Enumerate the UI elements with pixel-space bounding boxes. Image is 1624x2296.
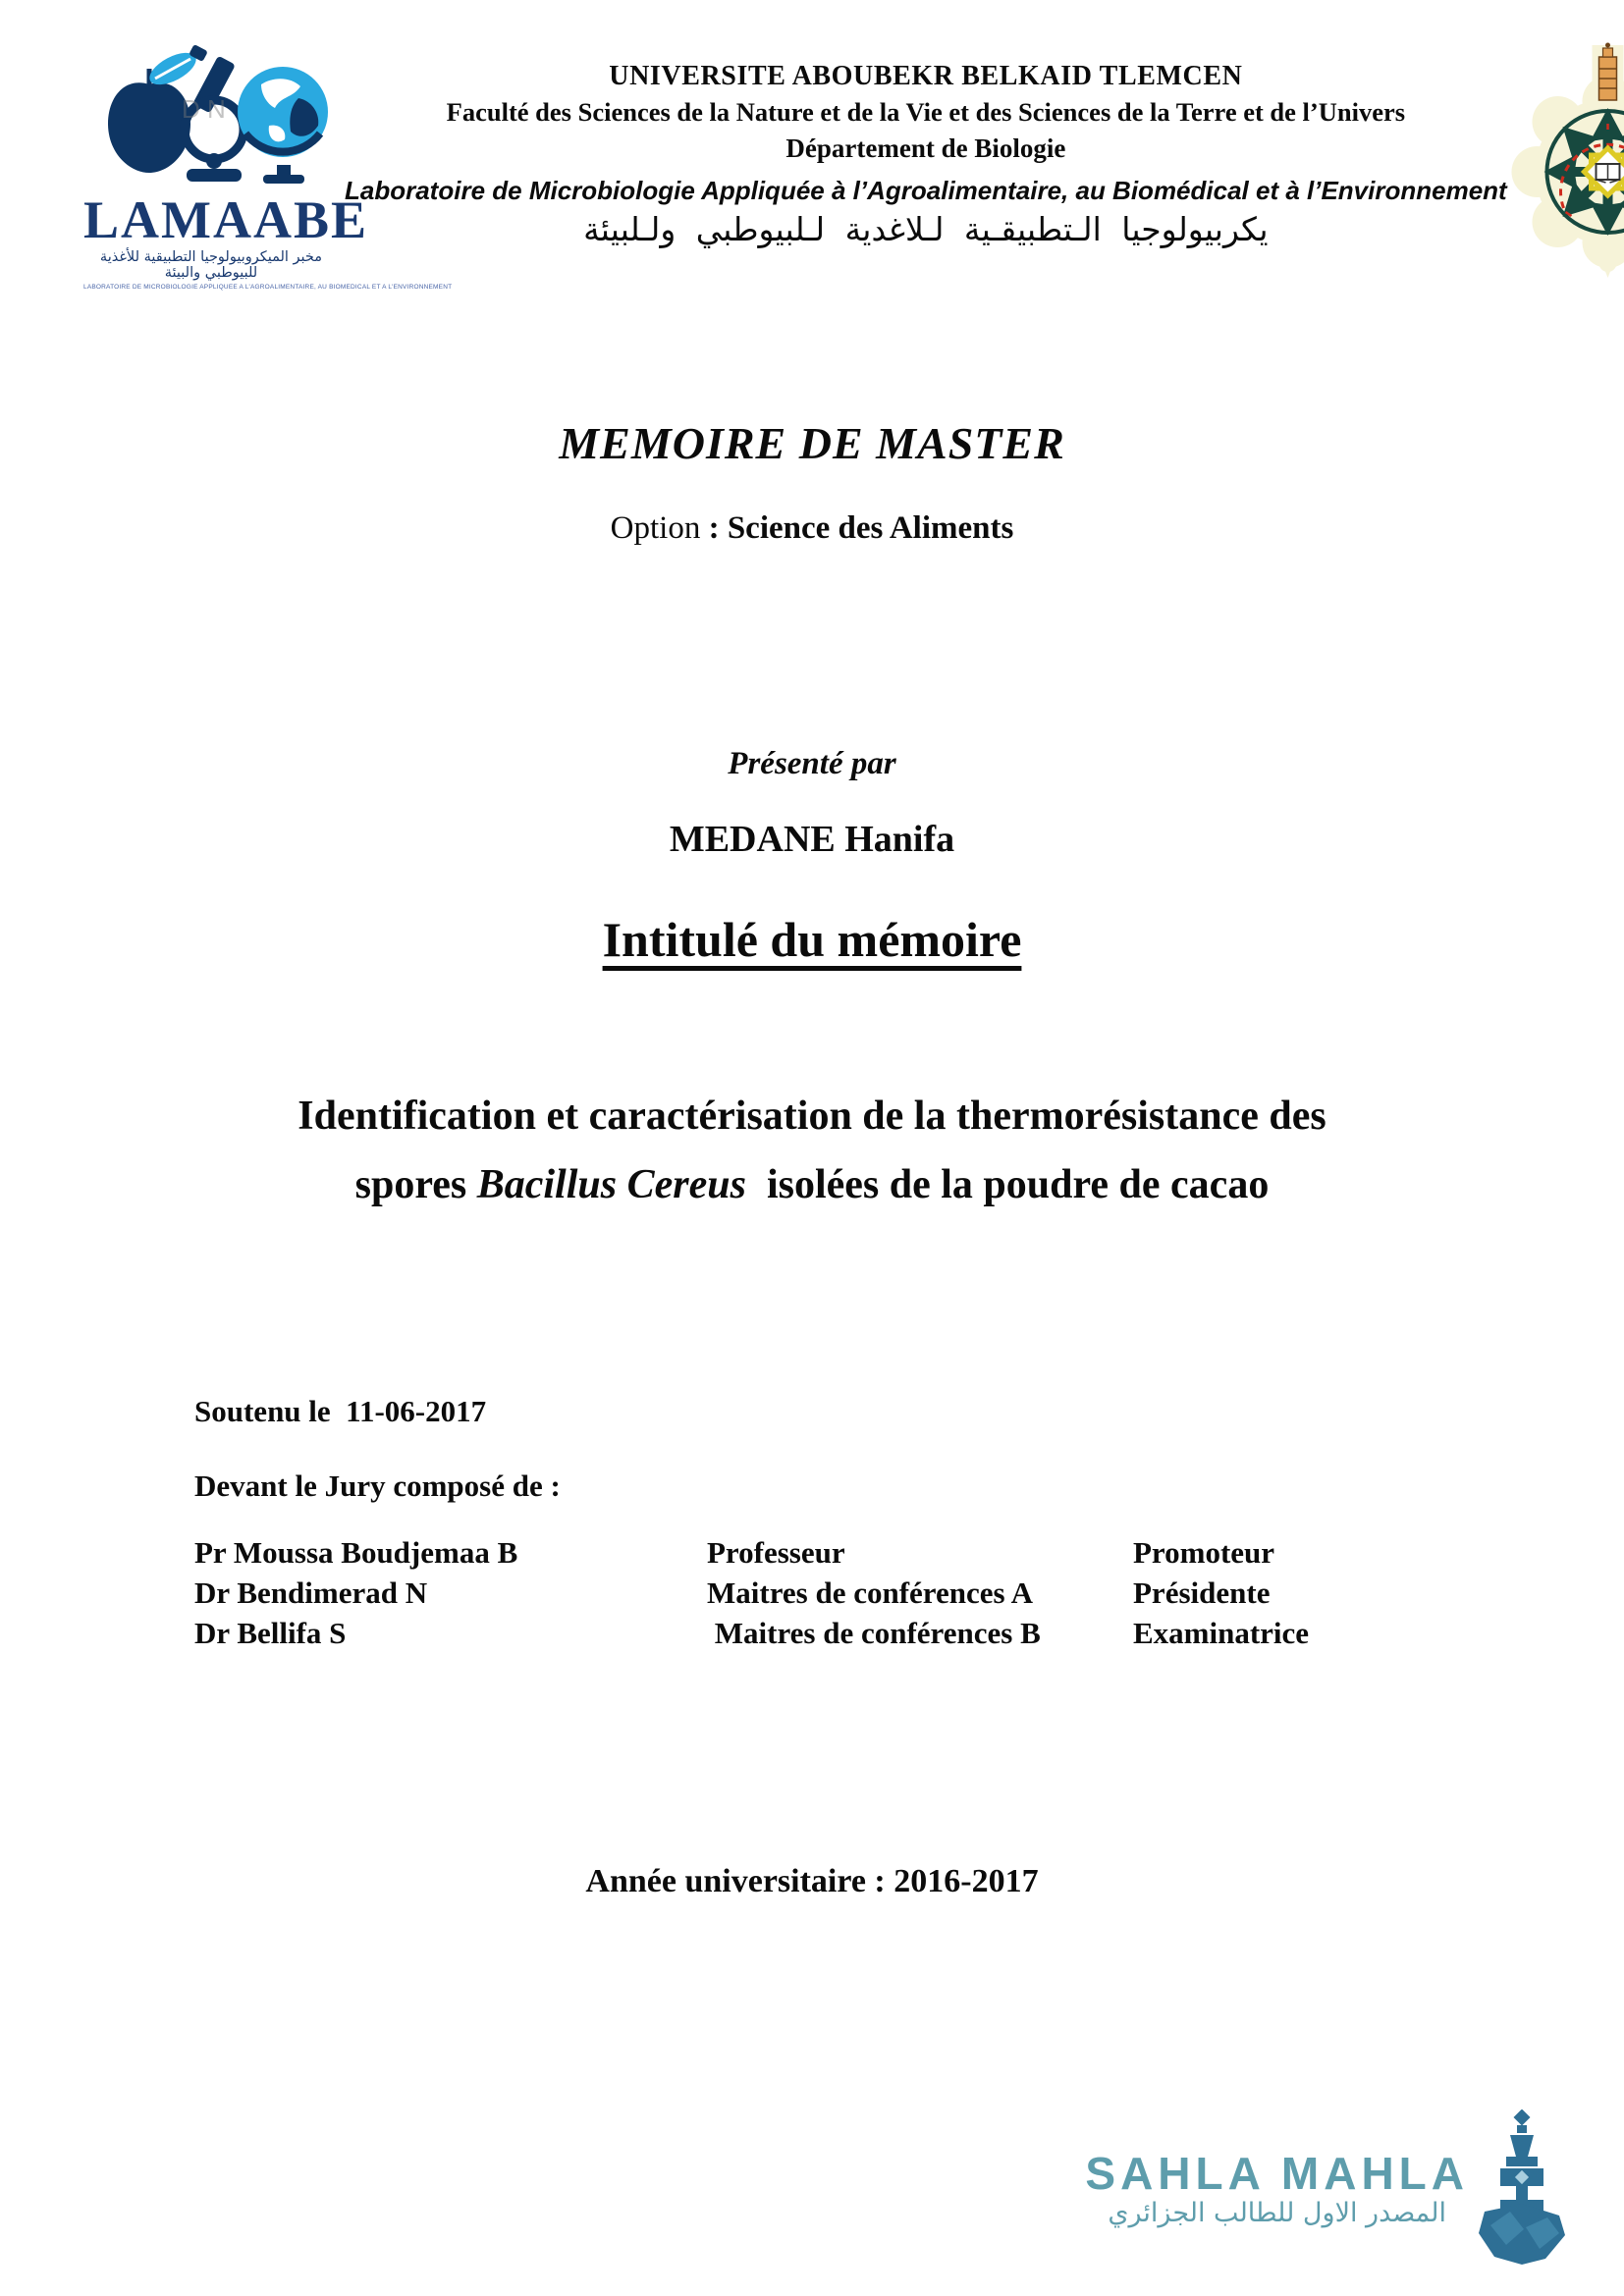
faculty-name: Faculté des Sciences de la Nature et de la Vie et des Sciences de la Terre et de l’Univers — [446, 97, 1406, 127]
jury-heading: Devant le Jury composé de : — [194, 1468, 561, 1503]
lamaabe-name-arabic: مخبر الميكروبيولوجيا التطبيقية للأغذية للبيوطبي والبيئة — [99, 249, 323, 281]
presented-by-label: Présenté par — [728, 746, 896, 781]
globe-icon — [238, 67, 328, 184]
jury-table — [194, 1535, 1428, 1656]
jury-member-role: Présidente — [1133, 1575, 1271, 1610]
page-header — [83, 39, 1570, 291]
option-line — [0, 510, 1624, 547]
university-name: UNIVERSITE ABOUBEKR BELKAID TLEMCEN — [609, 61, 1243, 91]
jury-member-name: Dr Bendimerad N — [194, 1575, 428, 1610]
academic-year: Année universitaire : 2016-2017 — [585, 1863, 1039, 1899]
lamaabe-logo — [83, 39, 453, 291]
jury-member-grade: Professeur — [707, 1535, 845, 1570]
lamaabe-logo-art — [88, 39, 334, 187]
lamaabe-acronym: LAMAABE — [83, 190, 369, 249]
department-name: Département de Biologie — [785, 133, 1066, 163]
option-label: Option — [610, 510, 709, 546]
jury-member-role: Examinatrice — [1133, 1616, 1310, 1650]
thesis-title — [0, 1082, 1624, 1219]
thesis-title-line1: Identification et caractérisation de la thermorésistance des — [298, 1094, 1326, 1139]
jury-row — [194, 1535, 1428, 1575]
author-name: MEDANE Hanifa — [669, 819, 955, 860]
sahla-mahla-logo — [1085, 2109, 1573, 2269]
jury-member-grade: Maitres de conférences A — [707, 1575, 1034, 1610]
thesis-title-line2 — [0, 1150, 1624, 1219]
watermark-letters: D N — [182, 94, 226, 124]
jury-member-role: Promoteur — [1133, 1535, 1275, 1570]
sahla-mahla-text — [1085, 2147, 1469, 2228]
jury-row — [194, 1575, 1428, 1616]
memo-heading: Intitulé du mémoire — [602, 912, 1022, 967]
university-seal-icon — [1507, 39, 1624, 285]
brand-tagline-arabic: المصدر الاول للطالب الجزائري — [1108, 2197, 1447, 2228]
laboratory-name: Laboratoire de Microbiologie Appliquée à l’Agroalimentaire, au Biomédical et à l’Environnement — [345, 176, 1507, 205]
jury-member-grade: Maitres de conférences B — [707, 1616, 1041, 1650]
jury-member-name: Dr Bellifa S — [194, 1616, 347, 1650]
brand-name: SAHLA MAHLA — [1085, 2147, 1469, 2199]
title-pre: spores — [354, 1162, 477, 1207]
species-name: Bacillus Cereus — [476, 1162, 746, 1207]
laboratory-name-arabic: يكربيولوجيا الـتطبيقـية لـلاغدية لـلبيوطبي ولـلبيئة — [583, 210, 1269, 248]
document-type: MEMOIRE DE MASTER — [559, 418, 1065, 468]
option-value: : Science des Aliments — [708, 510, 1014, 546]
jury-member-name: Pr Moussa Boudjemaa B — [194, 1535, 518, 1570]
lamaabe-name-french: LABORATOIRE DE MICROBIOLOGIE APPLIQUEE A L'AGROALIMENTAIRE, AU BIOMEDICAL ET A L'ENVIRONNEMENT — [83, 284, 453, 291]
defense-date: Soutenu le 11-06-2017 — [194, 1394, 487, 1428]
title-post: isolées de la poudre de cacao — [745, 1162, 1270, 1207]
sahla-emblem-icon — [1471, 2109, 1573, 2269]
institution-block — [339, 39, 1507, 248]
jury-row — [194, 1616, 1428, 1656]
